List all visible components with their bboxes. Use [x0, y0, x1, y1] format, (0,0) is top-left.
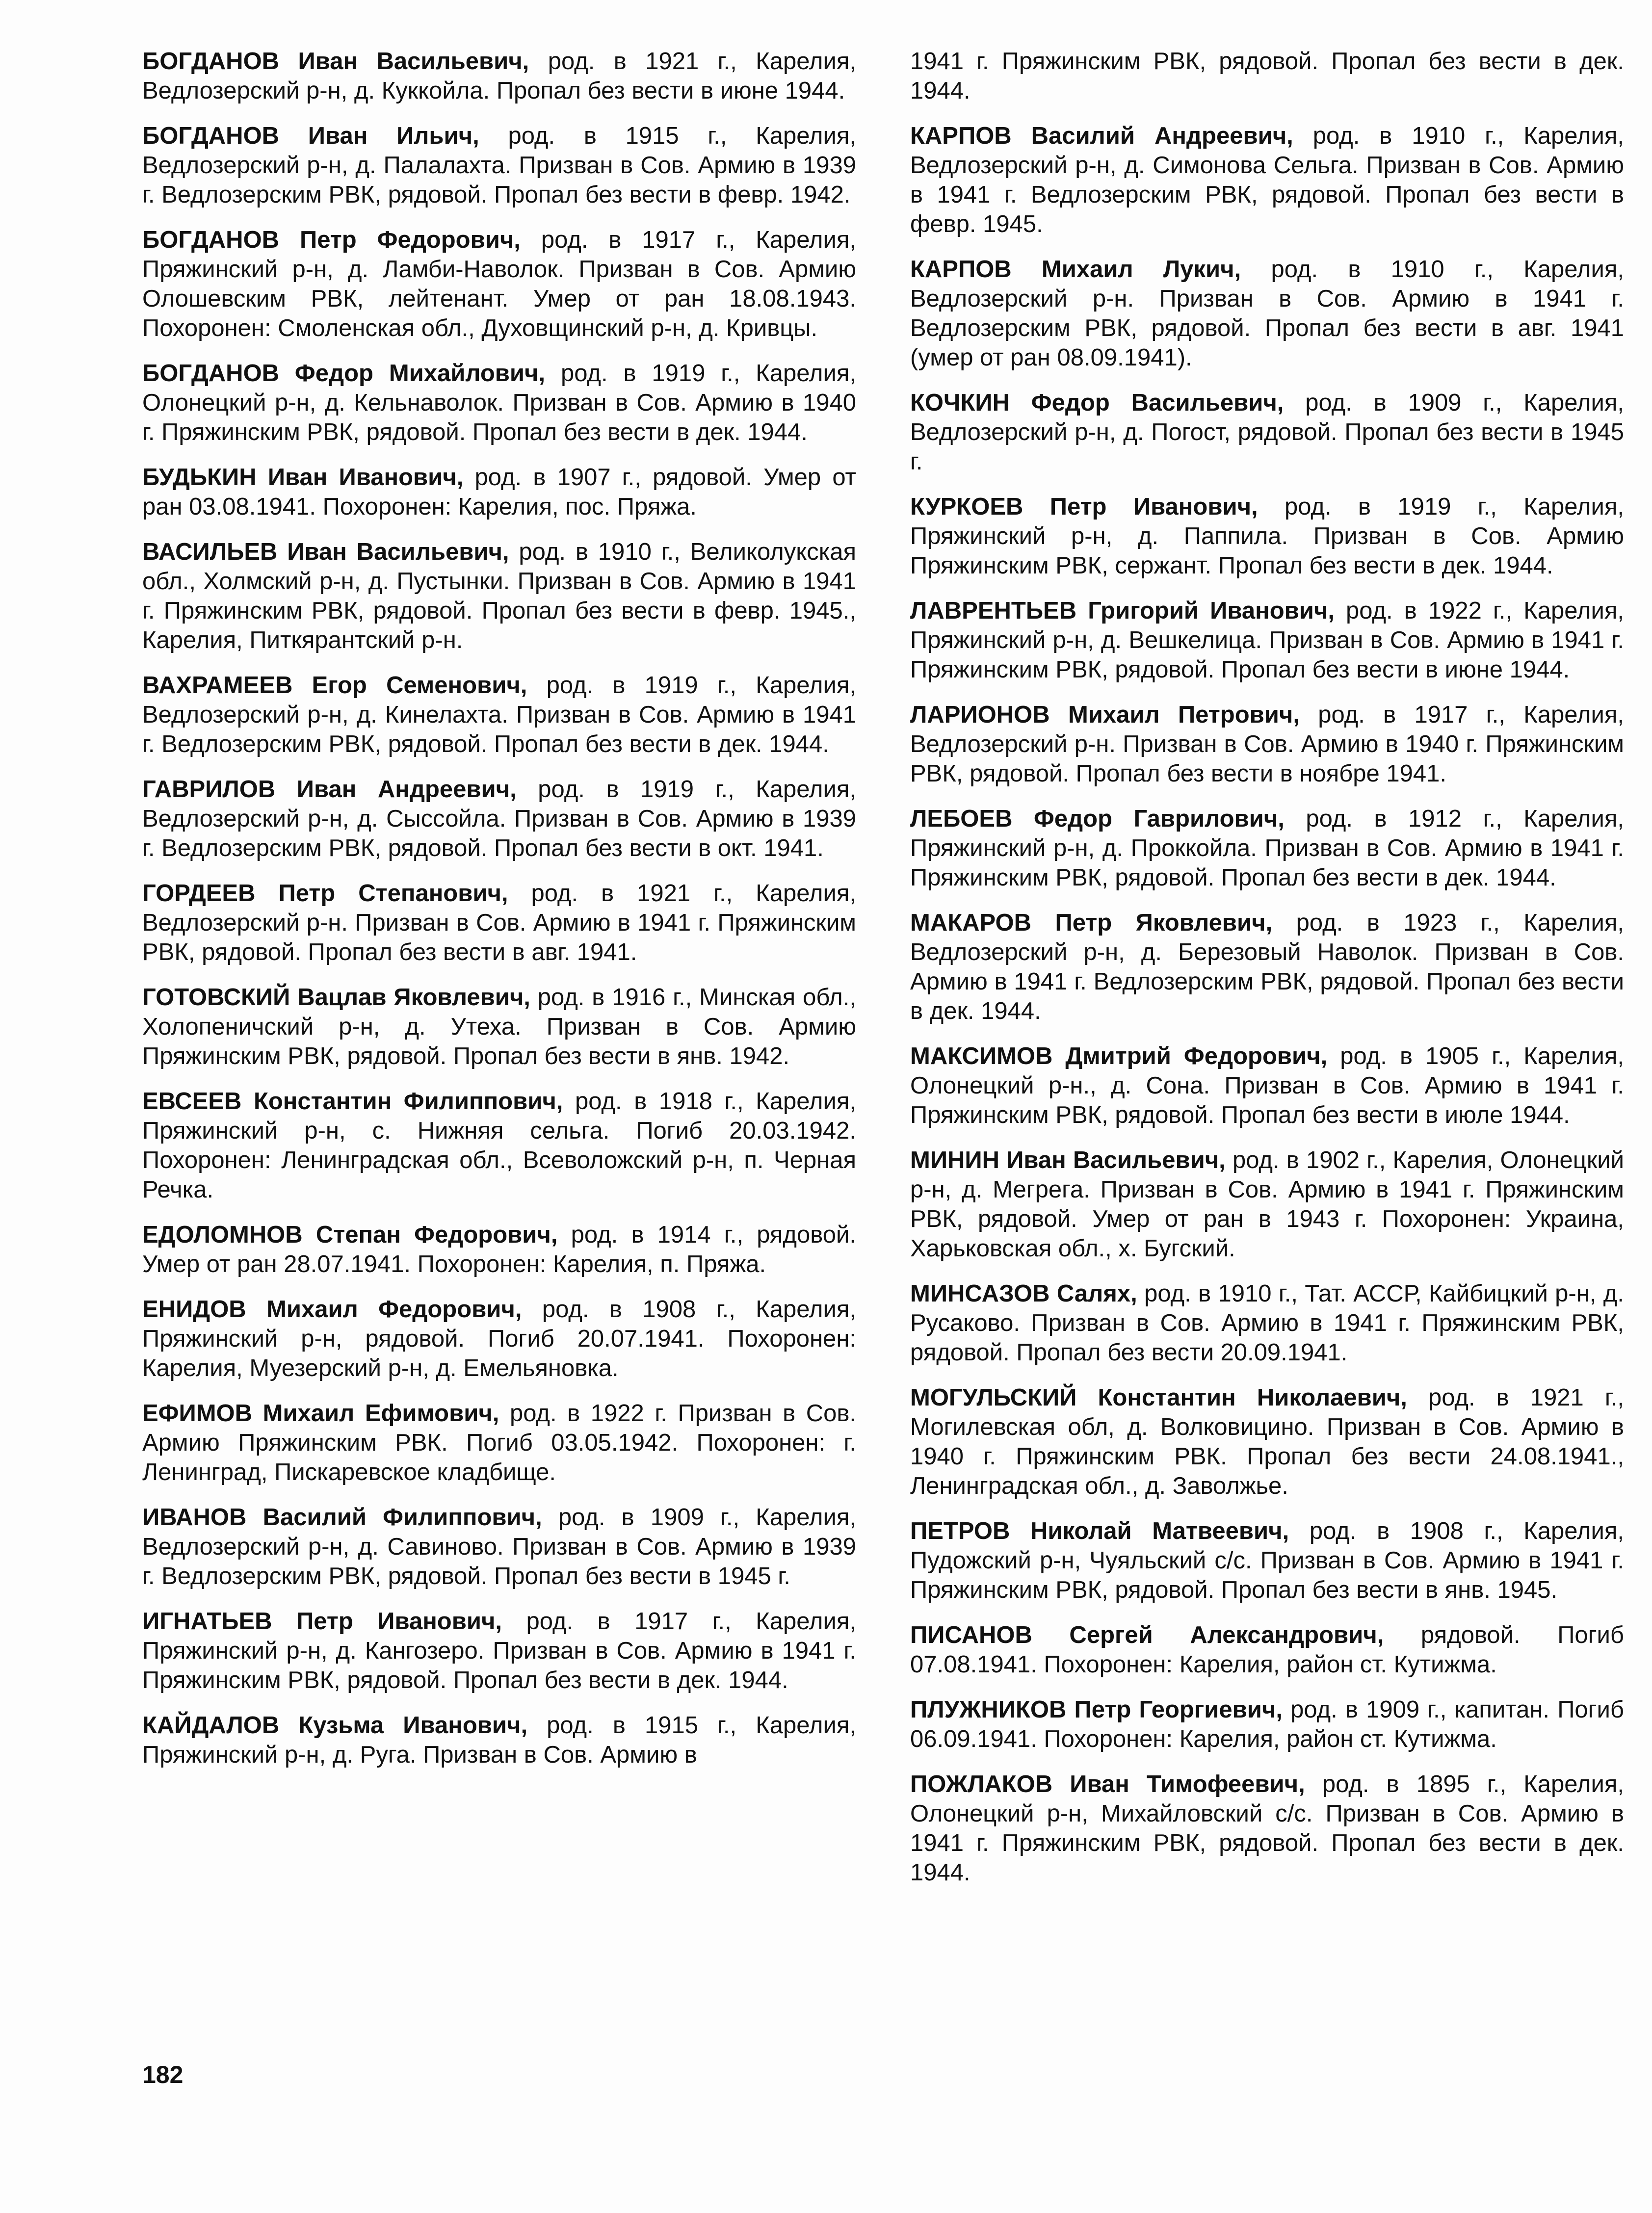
- entry-name: ЕФИМОВ Михаил Ефимович,: [142, 1400, 499, 1427]
- entry-name: БОГДАНОВ Петр Федорович,: [142, 227, 521, 253]
- list-item: [142, 1607, 856, 1695]
- entry-text: род. в 1919 г., Карелия, Ведлозерский р-н, д. Кинелахта. Призван в Сов. Армию в 1941 г. Ведлозерским РВК, рядовой. Пропал без вести в дек. 1944.: [142, 672, 856, 757]
- list-item: [910, 1279, 1624, 1367]
- entry-text: род. в 1918 г., Карелия, Пряжинский р-н, с. Нижняя сельга. Погиб 20.03.1942. Похоронен: Ленинградская обл., Всеволожский р-н, п. Черная Речка.: [142, 1088, 856, 1203]
- entry-name: ИГНАТЬЕВ Петр Иванович,: [142, 1608, 502, 1635]
- entry-text: род. в 1910 г., Карелия, Ведлозерский р-н, д. Симонова Сельга. Призван в Сов. Армию в 1941 г. Ведлозерским РВК, рядовой. Пропал без вести в февр. 1945.: [910, 123, 1625, 237]
- entry-name: ВАСИЛЬЕВ Иван Васильевич,: [142, 539, 509, 565]
- entry-text: род. в 1910 г., Карелия, Ведлозерский р-н. Призван в Сов. Армию в 1941 г. Ведлозерским РВК, рядовой. Пропал без вести в авг. 1941 (умер от ран 08.09.1941).: [910, 256, 1624, 371]
- entry-name: БОГДАНОВ Иван Васильевич,: [142, 48, 529, 75]
- list-item: [910, 1041, 1624, 1130]
- entry-name: ЛЕБОЕВ Федор Гаврилович,: [910, 806, 1285, 832]
- entry-text: род. в 1916 г., Минская обл., Холопеничский р-н, д. Утеха. Призван в Сов. Армию Пряжинским РВК, рядовой. Пропал без вести в янв. 1942.: [142, 984, 856, 1069]
- list-item: [142, 1087, 856, 1204]
- entry-text: рядовой. Погиб 07.08.1941. Похоронен: Карелия, район ст. Кутижма.: [910, 1622, 1624, 1678]
- list-item: [910, 596, 1624, 684]
- list-item: [910, 1620, 1624, 1679]
- entry-name: ЕДОЛОМНОВ Степан Федорович,: [142, 1222, 558, 1248]
- list-item: [142, 1295, 856, 1383]
- entry-name: БОГДАНОВ Федор Михайлович,: [142, 360, 546, 387]
- entry-text: род. в 1921 г., Могилевская обл, д. Волковицино. Призван в Сов. Армию в 1940 г. Пряжинским РВК. Пропал без вести 24.08.1941., Ленинградская обл., д. Заволжье.: [910, 1384, 1624, 1499]
- entry-text: род. в 1895 г., Карелия, Олонецкий р-н, Михайловский с/с. Призван в Сов. Армию в 1941 г. Пряжинским РВК, рядовой. Пропал без вести в дек. 1944.: [910, 1771, 1624, 1886]
- entry-name: ПИСАНОВ Сергей Александрович,: [910, 1622, 1384, 1648]
- entry-name: БУДЬКИН Иван Иванович,: [142, 464, 464, 491]
- list-item: [910, 255, 1624, 372]
- list-item: [910, 1695, 1624, 1754]
- entry-name: КАРПОВ Михаил Лукич,: [910, 256, 1241, 283]
- entry-name: МАКСИМОВ Дмитрий Федорович,: [910, 1043, 1328, 1069]
- entry-text: род. в 1914 г., рядовой. Умер от ран 28.07.1941. Похоронен: Карелия, п. Пряжа.: [142, 1222, 856, 1277]
- entry-name: МИНСАЗОВ Салях,: [910, 1280, 1137, 1307]
- entry-name: КАЙДАЛОВ Кузьма Иванович,: [142, 1712, 528, 1739]
- list-item: [910, 492, 1624, 580]
- list-item: [142, 359, 856, 447]
- entry-name: ПЕТРОВ Николай Матвеевич,: [910, 1518, 1289, 1544]
- list-item: [142, 983, 856, 1071]
- entry-name: ГОРДЕЕВ Петр Степанович,: [142, 880, 508, 907]
- entry-text: род. в 1909 г., Карелия, Ведлозерский р-н, д. Савиново. Призван в Сов. Армию в 1939 г. Ведлозерским РВК, рядовой. Пропал без вести в 1945 г.: [142, 1504, 856, 1589]
- right-column: [910, 47, 1624, 1903]
- list-item: [142, 1220, 856, 1279]
- list-item: [910, 700, 1624, 788]
- entry-text: род. в 1919 г., Карелия, Олонецкий р-н, д. Кельнаволок. Призван в Сов. Армию в 1940 г. Пряжинским РВК, рядовой. Пропал без вести в дек. 1944.: [142, 360, 857, 445]
- entry-name: ПОЖЛАКОВ Иван Тимофеевич,: [910, 1771, 1305, 1797]
- entry-name: ГАВРИЛОВ Иван Андреевич,: [142, 776, 517, 803]
- entry-name: ВАХРАМЕЕВ Егор Семенович,: [142, 672, 527, 699]
- entry-text: род. в 1912 г., Карелия, Пряжинский р-н, д. Проккойла. Призван в Сов. Армию в 1941 г. Пряжинским РВК, рядовой. Пропал без вести в дек. 1944.: [910, 806, 1624, 891]
- entry-text: род. в 1917 г., Карелия, Пряжинский р-н, д. Ламби-Наволок. Призван в Сов. Армию Олошевским РВК, лейтенант. Умер от ран 18.08.1943. Похоронен: Смоленская обл., Духовщинский р-н, д. Кривцы.: [142, 227, 857, 341]
- entry-text: род. в 1917 г., Карелия, Ведлозерский р-н. Призван в Сов. Армию в 1940 г. Пряжинским РВК, рядовой. Пропал без вести в ноябре 1941.: [910, 702, 1624, 787]
- page-number: 182: [142, 2061, 184, 2088]
- entry-name: ГОТОВСКИЙ Вацлав Яковлевич,: [142, 984, 530, 1011]
- entry-name: МАКАРОВ Петр Яковлевич,: [910, 910, 1273, 936]
- list-item: [910, 1770, 1624, 1887]
- entry-text: род. в 1910 г., Тат. АССР, Кайбицкий р-н, д. Русаково. Призван в Сов. Армию в 1941 г. Пряжинским РВК, рядовой. Пропал без вести 20.09.1941.: [910, 1280, 1624, 1366]
- entry-text: род. в 1915 г., Карелия, Пряжинский р-н, д. Руга. Призван в Сов. Армию в: [142, 1712, 856, 1768]
- entry-name: ИВАНОВ Василий Филиппович,: [142, 1504, 542, 1531]
- entry-text: род. в 1922 г., Карелия, Пряжинский р-н, д. Вешкелица. Призван в Сов. Армию в 1941 г. Пряжинским РВК, рядовой. Пропал без вести в июне 1944.: [910, 598, 1624, 683]
- entry-name: ЛАВРЕНТЬЕВ Григорий Иванович,: [910, 598, 1335, 624]
- entry-text: род. в 1917 г., Карелия, Пряжинский р-н, д. Кангозеро. Призван в Сов. Армию в 1941 г. Пряжинским РВК, рядовой. Пропал без вести в дек. 1944.: [142, 1608, 857, 1693]
- list-item: [142, 121, 856, 209]
- entry-name: ПЛУЖНИКОВ Петр Георгиевич,: [910, 1696, 1283, 1723]
- list-item: [142, 1711, 856, 1770]
- entry-text: род. в 1902 г., Карелия, Олонецкий р-н, д. Мегрега. Призван в Сов. Армию в 1941 г. Пряжинским РВК, рядовой. Умер от ран в 1943 г. Похоронен: Украина, Харьковская обл., х. Бугский.: [910, 1147, 1625, 1262]
- entry-text: род. в 1919 г., Карелия, Ведлозерский р-н, д. Сыссойла. Призван в Сов. Армию в 1939 г. Ведлозерским РВК, рядовой. Пропал без вести в окт. 1941.: [142, 776, 857, 861]
- entry-text: род. в 1922 г. Призван в Сов. Армию Пряжинским РВК. Погиб 03.05.1942. Похоронен: г. Ленинград, Пискаревское кладбище.: [142, 1400, 856, 1485]
- entry-text: род. в 1905 г., Карелия, Олонецкий р-н., д. Сона. Призван в Сов. Армию в 1941 г. Пряжинским РВК, рядовой. Пропал без вести в июле 1944.: [910, 1043, 1625, 1128]
- entry-text: род. в 1907 г., рядовой. Умер от ран 03.08.1941. Похоронен: Карелия, пос. Пряжа.: [142, 464, 856, 520]
- list-item: [142, 225, 856, 343]
- entry-text: род. в 1921 г., Карелия, Ведлозерский р-н. Призван в Сов. Армию в 1941 г. Пряжинским РВК, рядовой. Пропал без вести в авг. 1941.: [142, 880, 856, 965]
- list-item: [142, 1399, 856, 1487]
- entry-text: род. в 1908 г., Карелия, Пудожский р-н, Чуяльский с/с. Призван в Сов. Армию в 1941 г. Пряжинским РВК, рядовой. Пропал без вести в янв. 1945.: [910, 1518, 1625, 1603]
- list-item: [910, 121, 1624, 239]
- entry-name: КАРПОВ Василий Андреевич,: [910, 123, 1293, 149]
- list-item: [910, 1516, 1624, 1605]
- left-column: [142, 47, 856, 1785]
- list-item: [910, 1383, 1624, 1501]
- entry-name: ЕВСЕЕВ Константин Филиппович,: [142, 1088, 563, 1115]
- entry-name: КОЧКИН Федор Васильевич,: [910, 390, 1284, 416]
- list-item: [142, 537, 856, 655]
- entry-text: род. в 1921 г., Карелия, Ведлозерский р-н, д. Куккойла. Пропал без вести в июне 1944.: [142, 48, 856, 104]
- entry-text: род. в 1909 г., Карелия, Ведлозерский р-н, д. Погост, рядовой. Пропал без вести в 1945 г.: [910, 390, 1624, 475]
- entry-text: род. в 1923 г., Карелия, Ведлозерский р-н, д. Березовый Наволок. Призван в Сов. Армию в 1941 г. Ведлозерским РВК, рядовой. Пропал без вести в дек. 1944.: [910, 910, 1624, 1024]
- entry-text: род. в 1908 г., Карелия, Пряжинский р-н, рядовой. Погиб 20.07.1941. Похоронен: Карелия, Муезерский р-н, д. Емельяновка.: [142, 1296, 856, 1381]
- entry-name: ЕНИДОВ Михаил Федорович,: [142, 1296, 522, 1323]
- entry-text: род. в 1910 г., Великолукская обл., Холмский р-н, д. Пустынки. Призван в Сов. Армию в 1941 г. Пряжинским РВК, рядовой. Пропал без вести в февр. 1945., Карелия, Питкярантский р-н.: [142, 539, 856, 653]
- entry-name: МОГУЛЬСКИЙ Константин Николаевич,: [910, 1384, 1407, 1411]
- list-item: [142, 671, 856, 759]
- list-item: [142, 879, 856, 967]
- list-item: [910, 388, 1624, 476]
- list-item: [142, 47, 856, 105]
- entry-name: МИНИН Иван Васильевич,: [910, 1147, 1226, 1173]
- list-item-continuation: 1941 г. Пряжинским РВК, рядовой. Пропал без вести в дек. 1944.: [910, 48, 1624, 104]
- entry-text: род. в 1915 г., Карелия, Ведлозерский р-н, д. Палалахта. Призван в Сов. Армию в 1939 г. Ведлозерским РВК, рядовой. Пропал без вести в февр. 1942.: [142, 123, 857, 208]
- list-item: [142, 463, 856, 521]
- list-item: [910, 908, 1624, 1026]
- list-item: [910, 1146, 1624, 1263]
- list-item: [910, 804, 1624, 892]
- entry-text: род. в 1909 г., капитан. Погиб 06.09.1941. Похоронен: Карелия, район ст. Кутижма.: [910, 1696, 1624, 1752]
- list-item: [142, 775, 856, 863]
- entry-text: род. в 1919 г., Карелия, Пряжинский р-н, д. Паппила. Призван в Сов. Армию Пряжинским РВК, сержант. Пропал без вести в дек. 1944.: [910, 494, 1624, 579]
- entry-name: БОГДАНОВ Иван Ильич,: [142, 123, 479, 149]
- entry-name: ЛАРИОНОВ Михаил Петрович,: [910, 702, 1300, 728]
- list-item: [142, 1503, 856, 1591]
- entry-name: КУРКОЕВ Петр Иванович,: [910, 494, 1258, 520]
